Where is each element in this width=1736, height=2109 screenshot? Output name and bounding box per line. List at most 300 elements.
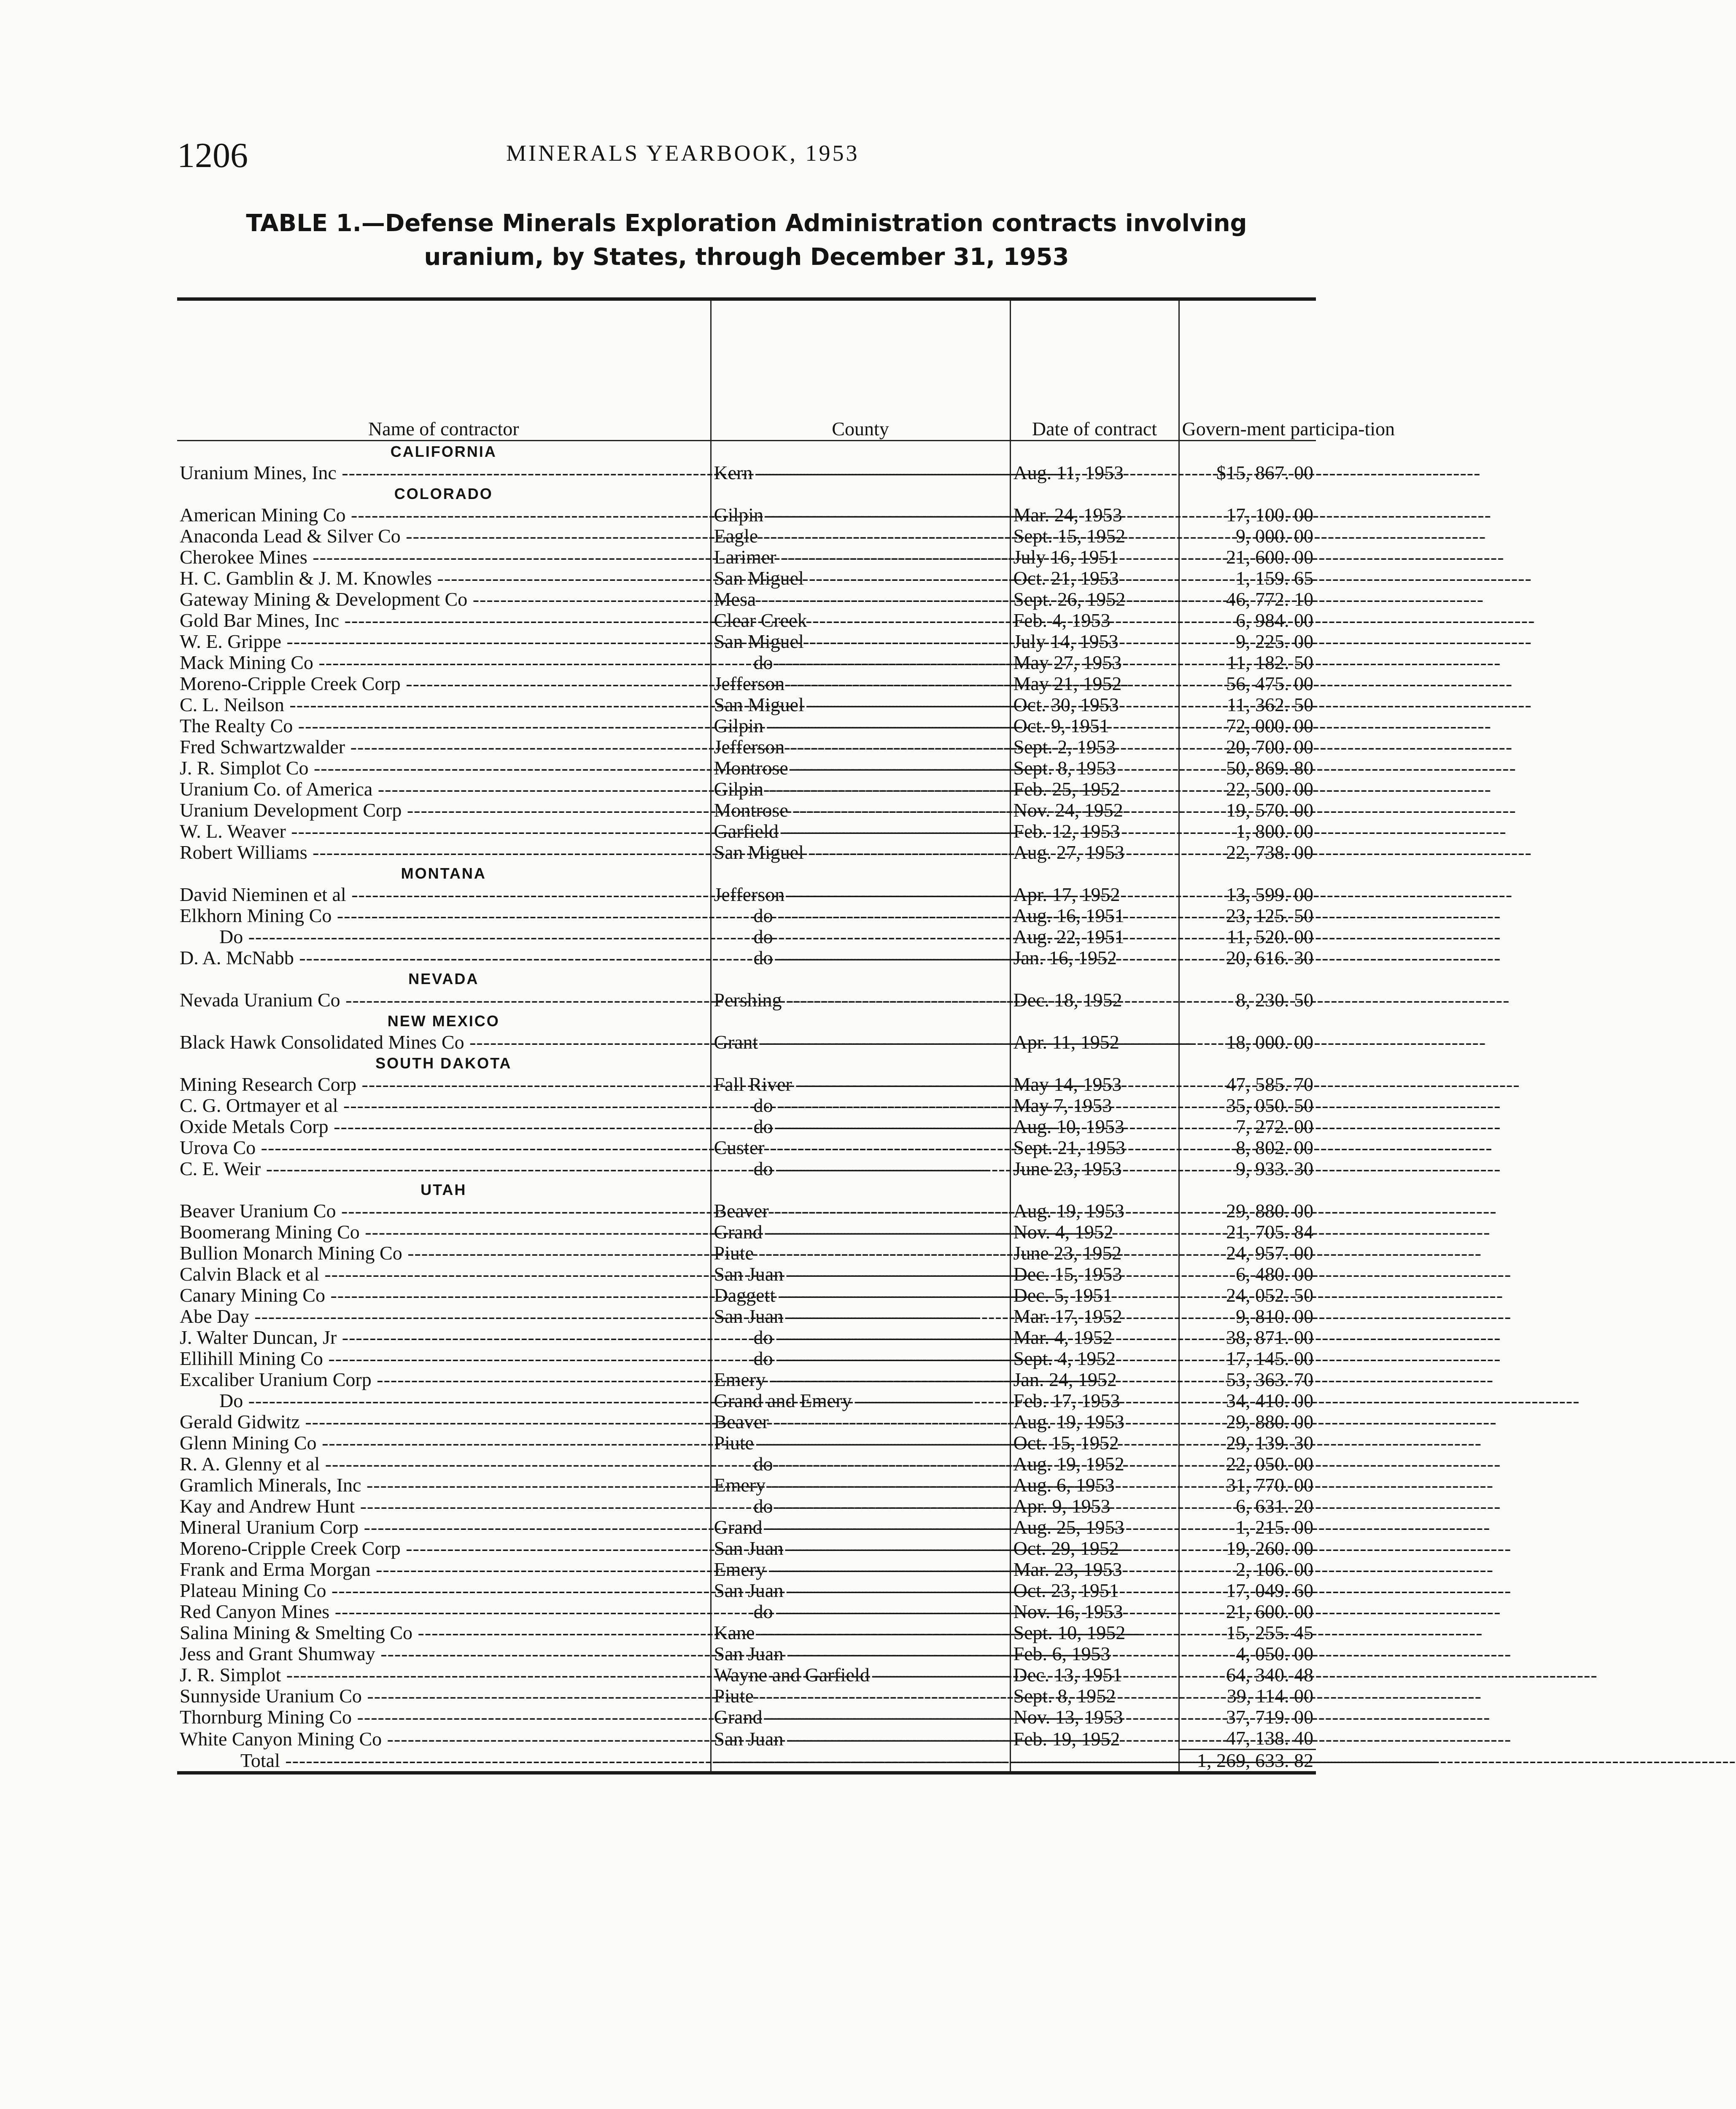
table-row (177, 547, 1316, 568)
county-cell: San Juan ----- (711, 1643, 1010, 1664)
county-cell: Jefferson ----- (711, 736, 1010, 758)
contractor-cell: Sunnyside Uranium Co ----- (177, 1686, 711, 1707)
participation-cell: 21, 705. 84 (1226, 1221, 1313, 1243)
table-row (177, 1095, 1316, 1116)
participation-cell: 1, 159. 65 (1236, 567, 1313, 589)
date-cell: Aug. 27, 1953 (1010, 842, 1179, 863)
total-row (177, 1750, 1316, 1773)
contractor-cell: Beaver Uranium Co ----- (177, 1200, 711, 1222)
empty-cell (1179, 1011, 1316, 1032)
participation-cell: 47, 585. 70 (1226, 1073, 1313, 1095)
table-row (177, 821, 1316, 842)
date-cell: Sept. 26, 1952 (1010, 589, 1179, 610)
running-title: MINERALS YEARBOOK, 1953 (506, 140, 860, 166)
column-header-county: County (711, 299, 1010, 441)
state-heading: MONTANA (177, 863, 711, 884)
county-cell: do ----- (711, 947, 1010, 968)
contractor-cell: Gramlich Minerals, Inc ----- (177, 1475, 711, 1496)
empty-cell (1010, 863, 1179, 884)
contractor-cell: C. G. Ortmayer et al ----- (177, 1095, 711, 1116)
contractor-cell: W. L. Weaver ----- (177, 821, 711, 842)
date-cell: Jan. 24, 1952 (1010, 1369, 1179, 1390)
county-cell: do ----- (711, 1327, 1010, 1348)
table-body (177, 441, 1316, 1773)
date-cell: Aug. 16, 1951 (1010, 905, 1179, 926)
table-row (177, 526, 1316, 547)
participation-cell: 24, 052. 50 (1226, 1284, 1313, 1306)
county-cell: San Juan ----- (711, 1264, 1010, 1285)
table-row (177, 1728, 1316, 1750)
table-row (177, 631, 1316, 652)
county-cell: Emery ----- (711, 1369, 1010, 1390)
contractor-cell: Uranium Development Corp ----- (177, 800, 711, 821)
contractor-cell: W. E. Grippe ----- (177, 631, 711, 652)
table-row (177, 1327, 1316, 1348)
county-cell: Wayne and Garfield ----- (711, 1664, 1010, 1686)
table-row (177, 1601, 1316, 1622)
contractor-cell: Do ----- (177, 1390, 711, 1411)
county-cell: Piute ----- (711, 1243, 1010, 1264)
date-cell: Aug. 19, 1953 (1010, 1200, 1179, 1222)
total-amount: 1, 269, 633. 82 (1179, 1750, 1316, 1773)
empty-cell (1179, 968, 1316, 990)
county-cell: Garfield ----- (711, 821, 1010, 842)
county-cell: do ----- (711, 1601, 1010, 1622)
table-row (177, 1622, 1316, 1643)
contractor-cell: Bullion Monarch Mining Co ----- (177, 1243, 711, 1264)
date-cell: Jan. 16, 1952 (1010, 947, 1179, 968)
table-row (177, 1285, 1316, 1306)
participation-cell: 29, 880. 00 (1226, 1411, 1313, 1432)
contractor-cell: Robert Williams ----- (177, 842, 711, 863)
participation-cell: 1, 800. 00 (1236, 820, 1313, 842)
county-cell: Jefferson ----- (711, 884, 1010, 905)
county-cell: Montrose ----- (711, 758, 1010, 779)
empty-cell (1179, 863, 1316, 884)
county-cell: Gilpin ----- (711, 715, 1010, 736)
county-cell: Jefferson ----- (711, 673, 1010, 694)
participation-cell: 19, 570. 00 (1226, 799, 1313, 821)
participation-cell: 23, 125. 50 (1226, 905, 1313, 926)
empty-cell (1010, 441, 1179, 463)
contractor-cell: Black Hawk Consolidated Mines Co ----- (177, 1032, 711, 1053)
contractor-cell: Calvin Black et al ----- (177, 1264, 711, 1285)
empty-cell (1179, 441, 1316, 463)
participation-cell: 53, 363. 70 (1226, 1369, 1313, 1390)
table-row (177, 715, 1316, 736)
participation-cell: 6, 984. 00 (1236, 610, 1313, 631)
contractor-cell: Moreno-Cripple Creek Corp ----- (177, 1538, 711, 1559)
empty-cell (711, 1011, 1010, 1032)
county-cell: San Miguel ----- (711, 631, 1010, 652)
date-cell: Feb. 19, 1952 (1010, 1728, 1179, 1750)
participation-cell: 1, 215. 00 (1236, 1516, 1313, 1538)
table-row (177, 652, 1316, 673)
date-cell: Feb. 4, 1953 (1010, 610, 1179, 631)
table-row (177, 504, 1316, 526)
date-cell: June 23, 1952 (1010, 1243, 1179, 1264)
table-row (177, 1454, 1316, 1475)
participation-cell: 17, 145. 00 (1226, 1348, 1313, 1369)
contractor-cell: Mining Research Corp ----- (177, 1074, 711, 1095)
participation-cell: 24, 957. 00 (1226, 1242, 1313, 1264)
empty-cell (1179, 1179, 1316, 1200)
county-cell: do ----- (711, 926, 1010, 947)
state-heading: NEVADA (177, 968, 711, 990)
contractor-cell: Fred Schwartzwalder ----- (177, 736, 711, 758)
state-heading-row (177, 1011, 1316, 1032)
contractor-cell: C. L. Neilson ----- (177, 694, 711, 715)
contractor-cell: J. R. Simplot Co ----- (177, 758, 711, 779)
date-cell: Aug. 11, 1953 (1010, 462, 1179, 483)
table-row (177, 842, 1316, 863)
date-cell: May 14, 1953 (1010, 1074, 1179, 1095)
empty-cell (711, 441, 1010, 463)
date-cell: Oct. 21, 1953 (1010, 568, 1179, 589)
county-cell: do ----- (711, 905, 1010, 926)
state-heading-row (177, 441, 1316, 463)
contractor-cell: Abe Day ----- (177, 1306, 711, 1327)
table-row (177, 947, 1316, 968)
contractor-cell: Red Canyon Mines ----- (177, 1601, 711, 1622)
contractor-cell: Jess and Grant Shumway ----- (177, 1643, 711, 1664)
state-heading-row (177, 1053, 1316, 1074)
table-row (177, 1074, 1316, 1095)
county-cell: Piute ----- (711, 1432, 1010, 1454)
participation-cell: 17, 049. 60 (1226, 1580, 1313, 1601)
participation-cell: $15, 867. 00 (1216, 462, 1313, 483)
state-heading: UTAH (177, 1179, 711, 1200)
column-header-contractor: Name of contractor (177, 299, 711, 441)
county-cell: Emery ----- (711, 1559, 1010, 1580)
date-cell: Oct. 9, 1951 (1010, 715, 1179, 736)
contractor-cell: Plateau Mining Co ----- (177, 1580, 711, 1601)
date-cell: Sept. 2, 1953 (1010, 736, 1179, 758)
participation-cell: 72, 000. 00 (1226, 715, 1313, 736)
date-cell: Aug. 19, 1952 (1010, 1454, 1179, 1475)
empty-cell (1010, 1053, 1179, 1074)
contractor-cell: J. R. Simplot ----- (177, 1664, 711, 1686)
contractor-cell: Moreno-Cripple Creek Corp ----- (177, 673, 711, 694)
date-cell: Sept. 8, 1952 (1010, 1686, 1179, 1707)
date-cell: Nov. 16, 1953 (1010, 1601, 1179, 1622)
date-cell: Sept. 4, 1952 (1010, 1348, 1179, 1369)
table-row (177, 1496, 1316, 1517)
participation-cell: 2, 106. 00 (1236, 1559, 1313, 1580)
date-cell: Apr. 11, 1952 (1010, 1032, 1179, 1053)
participation-cell: 18, 000. 00 (1226, 1031, 1313, 1053)
county-cell: Gilpin ----- (711, 504, 1010, 526)
participation-cell: 29, 139. 30 (1226, 1432, 1313, 1454)
county-cell: San Juan ----- (711, 1538, 1010, 1559)
table-row (177, 1517, 1316, 1538)
county-cell: Emery ----- (711, 1475, 1010, 1496)
participation-cell: 4, 050. 00 (1236, 1643, 1313, 1664)
county-cell: Daggett ----- (711, 1285, 1010, 1306)
date-cell: Mar. 4, 1952 (1010, 1327, 1179, 1348)
county-cell: San Miguel ----- (711, 568, 1010, 589)
county-cell: Clear Creek ----- (711, 610, 1010, 631)
table-row (177, 1348, 1316, 1369)
date-cell: Aug. 19, 1953 (1010, 1411, 1179, 1432)
participation-cell: 21, 600. 00 (1226, 546, 1313, 568)
county-cell: do ----- (711, 1496, 1010, 1517)
participation-cell: 47, 138. 40 (1226, 1727, 1313, 1749)
page-header (177, 135, 1316, 181)
contractor-cell: Thornburg Mining Co ----- (177, 1707, 711, 1728)
county-cell: Custer ----- (711, 1137, 1010, 1158)
empty-cell (1179, 483, 1316, 504)
participation-cell: 35, 050. 50 (1226, 1095, 1313, 1116)
table-row (177, 462, 1316, 483)
table-row (177, 905, 1316, 926)
date-cell: July 14, 1953 (1010, 631, 1179, 652)
table-row (177, 1200, 1316, 1222)
county-cell: do ----- (711, 652, 1010, 673)
table-row (177, 694, 1316, 715)
empty-cell (1010, 1011, 1179, 1032)
participation-cell: 13, 599. 00 (1226, 884, 1313, 905)
date-cell: Feb. 6, 1953 (1010, 1643, 1179, 1664)
empty-cell (1179, 1053, 1316, 1074)
table-row (177, 758, 1316, 779)
empty-cell (1010, 483, 1179, 504)
participation-cell: 37, 719. 00 (1226, 1706, 1313, 1728)
participation-cell: 8, 802. 00 (1236, 1137, 1313, 1158)
county-cell: Grand and Emery ----- (711, 1390, 1010, 1411)
participation-cell: 7, 272. 00 (1236, 1116, 1313, 1137)
column-header-date: Date of contract (1010, 299, 1179, 441)
participation-cell: 34, 410. 00 (1226, 1390, 1313, 1411)
date-cell: May 21, 1952 (1010, 673, 1179, 694)
table-row (177, 1664, 1316, 1686)
contractor-cell: Glenn Mining Co ----- (177, 1432, 711, 1454)
participation-cell: 20, 616. 30 (1226, 947, 1313, 968)
contractor-cell: Gerald Gidwitz ----- (177, 1411, 711, 1432)
table-row (177, 1390, 1316, 1411)
date-cell: Aug. 10, 1953 (1010, 1116, 1179, 1137)
contractor-cell: Uranium Co. of America ----- (177, 779, 711, 800)
date-cell: June 23, 1953 (1010, 1158, 1179, 1179)
date-cell: July 16, 1951 (1010, 547, 1179, 568)
empty-cell (711, 1750, 1010, 1773)
contractor-cell: Do ----- (177, 926, 711, 947)
county-cell: Kane ----- (711, 1622, 1010, 1643)
date-cell: Oct. 23, 1951 (1010, 1580, 1179, 1601)
county-cell: do ----- (711, 1454, 1010, 1475)
table-row (177, 779, 1316, 800)
empty-cell (711, 863, 1010, 884)
table-row (177, 1475, 1316, 1496)
contractor-cell: David Nieminen et al ----- (177, 884, 711, 905)
date-cell: Feb. 17, 1953 (1010, 1390, 1179, 1411)
table-row (177, 1137, 1316, 1158)
contractor-cell: The Realty Co ----- (177, 715, 711, 736)
participation-cell: 46, 772. 10 (1226, 588, 1313, 610)
contractor-cell: American Mining Co ----- (177, 504, 711, 526)
county-cell: Mesa ----- (711, 589, 1010, 610)
contractor-cell: Mineral Uranium Corp ----- (177, 1517, 711, 1538)
contractor-cell: H. C. Gamblin & J. M. Knowles ----- (177, 568, 711, 589)
contractor-cell: Anaconda Lead & Silver Co ----- (177, 526, 711, 547)
county-cell: do ----- (711, 1348, 1010, 1369)
date-cell: Sept. 15, 1952 (1010, 526, 1179, 547)
date-cell: Dec. 5, 1951 (1010, 1285, 1179, 1306)
contractor-cell: Gold Bar Mines, Inc ----- (177, 610, 711, 631)
participation-cell: 29, 880. 00 (1226, 1200, 1313, 1222)
contractor-cell: J. Walter Duncan, Jr ----- (177, 1327, 711, 1348)
state-heading: CALIFORNIA (177, 441, 711, 463)
table-row (177, 1643, 1316, 1664)
table-row (177, 1264, 1316, 1285)
participation-cell: 9, 933. 30 (1236, 1158, 1313, 1179)
date-cell: Sept. 10, 1952 (1010, 1622, 1179, 1643)
participation-cell: 22, 738. 00 (1226, 841, 1313, 863)
county-cell: Montrose ----- (711, 800, 1010, 821)
county-cell: San Miguel ----- (711, 842, 1010, 863)
participation-cell: 6, 480. 00 (1236, 1263, 1313, 1285)
participation-cell: 11, 520. 00 (1227, 926, 1313, 947)
state-heading-row (177, 863, 1316, 884)
contractor-cell: Kay and Andrew Hunt ----- (177, 1496, 711, 1517)
contractor-cell: Gateway Mining & Development Co ----- (177, 589, 711, 610)
table-row (177, 1559, 1316, 1580)
table-row (177, 589, 1316, 610)
date-cell: Aug. 25, 1953 (1010, 1517, 1179, 1538)
date-cell: Oct. 15, 1952 (1010, 1432, 1179, 1454)
participation-cell: 50, 869. 80 (1226, 757, 1313, 779)
date-cell: May 27, 1953 (1010, 652, 1179, 673)
county-cell: Grand ----- (711, 1222, 1010, 1243)
county-cell: San Juan ----- (711, 1728, 1010, 1750)
participation-cell: 64, 340. 48 (1226, 1664, 1313, 1686)
date-cell: Feb. 25, 1952 (1010, 779, 1179, 800)
table-row (177, 1032, 1316, 1053)
table-row (177, 884, 1316, 905)
participation-cell: 11, 182. 50 (1227, 652, 1313, 673)
participation-cell: 38, 871. 00 (1226, 1327, 1313, 1348)
table-row (177, 1222, 1316, 1243)
contractor-cell: Nevada Uranium Co ----- (177, 990, 711, 1011)
empty-cell (711, 483, 1010, 504)
date-cell: Dec. 18, 1952 (1010, 990, 1179, 1011)
date-cell: Sept. 8, 1953 (1010, 758, 1179, 779)
contractor-cell: C. E. Weir ----- (177, 1158, 711, 1179)
participation-cell: 9, 810. 00 (1236, 1305, 1313, 1327)
table-row (177, 1158, 1316, 1179)
empty-cell (1010, 968, 1179, 990)
date-cell: May 7, 1953 (1010, 1095, 1179, 1116)
table-title-line-2: uranium, by States, through December 31, 1953 (424, 243, 1069, 271)
contractor-cell: Uranium Mines, Inc ----- (177, 462, 711, 483)
contractor-cell: D. A. McNabb ----- (177, 947, 711, 968)
county-cell: Grand ----- (711, 1707, 1010, 1728)
contractor-cell: Cherokee Mines ----- (177, 547, 711, 568)
state-heading-row (177, 968, 1316, 990)
date-cell: Oct. 29, 1952 (1010, 1538, 1179, 1559)
participation-cell: 19, 260. 00 (1226, 1537, 1313, 1559)
county-cell: San Juan ----- (711, 1306, 1010, 1327)
table-title-line-1: TABLE 1.—Defense Minerals Exploration Administration contracts involving (246, 210, 1247, 237)
county-cell: Grant ----- (711, 1032, 1010, 1053)
county-cell: do ----- (711, 1095, 1010, 1116)
participation-cell: 22, 050. 00 (1226, 1453, 1313, 1475)
table-row (177, 1369, 1316, 1390)
date-cell: Oct. 30, 1953 (1010, 694, 1179, 715)
participation-cell: 8, 230. 50 (1236, 989, 1313, 1011)
county-cell: Beaver ----- (711, 1411, 1010, 1432)
contractor-cell: Canary Mining Co ----- (177, 1285, 711, 1306)
contractor-cell: Excaliber Uranium Corp ----- (177, 1369, 711, 1390)
participation-cell: 56, 475. 00 (1226, 673, 1313, 694)
table-row (177, 990, 1316, 1011)
county-cell: do ----- (711, 1158, 1010, 1179)
contractor-cell: Frank and Erma Morgan ----- (177, 1559, 711, 1580)
participation-cell: 6, 631. 20 (1236, 1495, 1313, 1517)
participation-cell: 20, 700. 00 (1226, 736, 1313, 758)
county-cell: Beaver ----- (711, 1200, 1010, 1222)
county-cell: San Juan ----- (711, 1580, 1010, 1601)
table-row (177, 1411, 1316, 1432)
table-row (177, 1707, 1316, 1728)
date-cell: Apr. 9, 1953 (1010, 1496, 1179, 1517)
date-cell: Aug. 6, 1953 (1010, 1475, 1179, 1496)
contractor-cell: Oxide Metals Corp ----- (177, 1116, 711, 1137)
county-cell: Larimer ----- (711, 547, 1010, 568)
table-header (177, 299, 1395, 441)
county-cell: Piute ----- (711, 1686, 1010, 1707)
table-row (177, 1432, 1316, 1454)
contractor-cell: Boomerang Mining Co ----- (177, 1222, 711, 1243)
date-cell: Nov. 13, 1953 (1010, 1707, 1179, 1728)
participation-cell: 9, 225. 00 (1236, 631, 1313, 652)
contractor-cell: Salina Mining & Smelting Co ----- (177, 1622, 711, 1643)
table-row (177, 800, 1316, 821)
county-cell: Pershing ----- (711, 990, 1010, 1011)
contractor-cell: Mack Mining Co ----- (177, 652, 711, 673)
table-row (177, 1116, 1316, 1137)
table-row (177, 926, 1316, 947)
participation-cell: 17, 100. 00 (1226, 504, 1313, 526)
date-cell: Dec. 13, 1951 (1010, 1664, 1179, 1686)
table-row (177, 1538, 1316, 1559)
county-cell: do ----- (711, 1116, 1010, 1137)
empty-cell (711, 1179, 1010, 1200)
table-row (177, 1686, 1316, 1707)
county-cell: Gilpin ----- (711, 779, 1010, 800)
contracts-table (177, 297, 1395, 1775)
county-cell: Grand ----- (711, 1517, 1010, 1538)
table-row (177, 1306, 1316, 1327)
contractor-cell: Elkhorn Mining Co ----- (177, 905, 711, 926)
participation-cell: 21, 600. 00 (1226, 1601, 1313, 1622)
county-cell: San Miguel ----- (711, 694, 1010, 715)
contractor-cell: Ellihill Mining Co ----- (177, 1348, 711, 1369)
total-label: Total ----- (177, 1750, 711, 1773)
date-cell: Nov. 24, 1952 (1010, 800, 1179, 821)
state-heading-row (177, 483, 1316, 504)
contractor-cell: White Canyon Mining Co ----- (177, 1728, 711, 1750)
state-heading-row (177, 1179, 1316, 1200)
contractor-cell: R. A. Glenny et al ----- (177, 1454, 711, 1475)
table-row (177, 736, 1316, 758)
state-heading: NEW MEXICO (177, 1011, 711, 1032)
table-row (177, 568, 1316, 589)
date-cell: Mar. 17, 1952 (1010, 1306, 1179, 1327)
participation-cell: 22, 500. 00 (1226, 778, 1313, 800)
date-cell: Sept. 21, 1953 (1010, 1137, 1179, 1158)
empty-cell (1010, 1750, 1179, 1773)
